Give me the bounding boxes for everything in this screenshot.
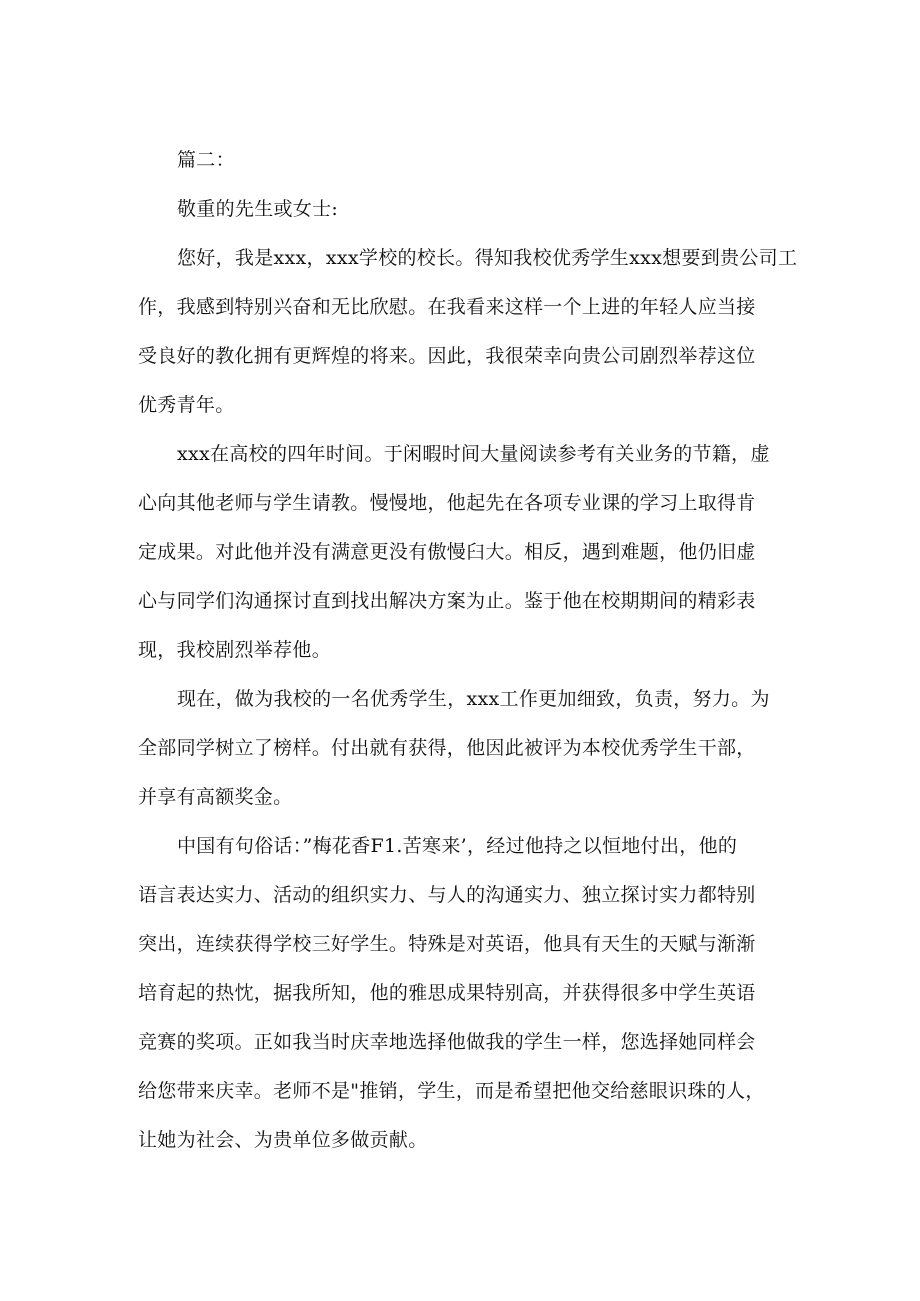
paragraph-4-line-7: 让她为社会、为贵单位多做贡献。 xyxy=(138,1129,428,1151)
paragraph-3-line-3: 并享有高额奖金。 xyxy=(138,786,293,808)
paragraph-4-line-5: 竞赛的奖项。正如我当时庆幸地选择他做我的学生一样，您选择她同样会 xyxy=(138,1031,756,1053)
paragraph-2-line-2: 心向其他老师与学生请教。慢慢地，他起先在各项专业课的学习上取得肯 xyxy=(138,492,756,514)
section-heading: 篇二： xyxy=(177,149,235,171)
paragraph-4-line-6: 给您带来庆幸。老师不是"推销，学生，而是希望把他交给慈眼识珠的人， xyxy=(138,1080,765,1102)
paragraph-1-line-1: 您好，我是xxx，xxx学校的校长。得知我校优秀学生xxx想要到贵公司工 xyxy=(177,247,798,269)
paragraph-4-line-4: 培育起的热忱，据我所知，他的雅思成果特别高，并获得很多中学生英语 xyxy=(138,982,756,1004)
paragraph-4-line-2: 语言表达实力、活动的组织实力、与人的沟通实力、独立探讨实力都特别 xyxy=(138,884,756,906)
salutation: 敬重的先生或女士: xyxy=(177,198,339,220)
paragraph-2-line-5: 现，我校剧烈举荐他。 xyxy=(138,639,332,661)
paragraph-1-line-3: 受良好的教化拥有更辉煌的将来。因此，我很荣幸向贵公司剧烈举荐这位 xyxy=(138,345,756,367)
paragraph-3-line-1: 现在，做为我校的一名优秀学生，xxx工作更加细致，负责，努力。为 xyxy=(177,688,770,710)
paragraph-2-line-3: 定成果。对此他并没有满意更没有傲慢臼大。相反，遇到难题，他仍旧虚 xyxy=(138,541,756,563)
paragraph-4-line-1: 中国有句俗话：”梅花香F1.苦寒来’，经过他持之以恒地付出，他的 xyxy=(177,835,738,857)
paragraph-1-line-4: 优秀青年。 xyxy=(138,394,235,416)
paragraph-4-line-3: 突出，连续获得学校三好学生。特殊是对英语，他具有天生的天赋与渐渐 xyxy=(138,933,756,955)
paragraph-3-line-2: 全部同学树立了榜样。付出就有获得，他因此被评为本校优秀学生干部， xyxy=(138,737,756,759)
paragraph-1-line-2: 作，我感到特别兴奋和无比欣慰。在我看来这样一个上进的年轻人应当接 xyxy=(138,296,756,318)
paragraph-2-line-1: xxx在高校的四年时间。于闲暇时间大量阅读参考有关业务的节籍，虚 xyxy=(177,443,770,465)
paragraph-2-line-4: 心与同学们沟通探讨直到找出解决方案为止。鉴于他在校期期间的精彩表 xyxy=(138,590,756,612)
